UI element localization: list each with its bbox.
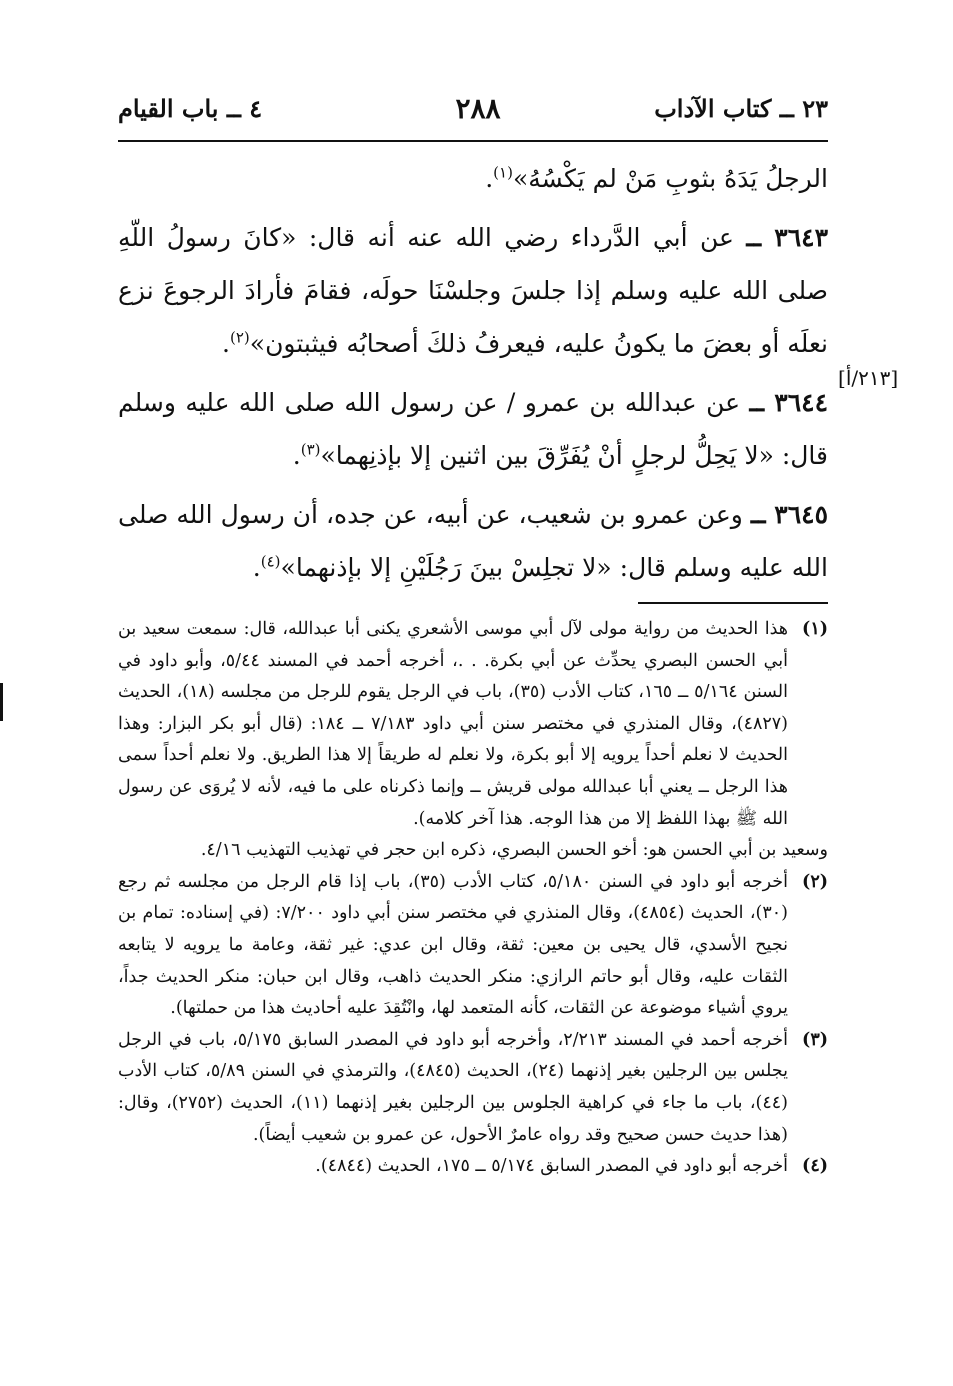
hadith-number: ٣٦٤٥ ــ — [750, 500, 828, 529]
continuation-text: الرجلُ يَدَهُ بثوبِ مَنْ لم يَكْسُهُ» — [512, 164, 828, 193]
footnote-3 — [118, 1025, 828, 1151]
hadith-3645: ٣٦٤٥ ــ وعن عمرو بن شعيب، عن أبيه، عن جده، أن رسول الله صلى الله عليه وسلم قال: «لا تجلِسْ بينَ رَجُلَيْنِ إلا بإذنهما»$^{(٤)}$. — [118, 500, 828, 582]
page-number: ٢٨٨ — [455, 92, 501, 125]
footnote-1 — [118, 614, 828, 835]
main-text — [118, 152, 828, 600]
footnote-ref: (١) — [493, 163, 513, 182]
header-divider — [118, 140, 828, 142]
footnote-number: (٢) — [802, 871, 828, 892]
footnote-2 — [118, 867, 828, 1025]
footnotes — [118, 614, 828, 1183]
footnote-number: (١) — [802, 619, 828, 639]
hadith-text: عن عبدالله بن عمرو / عن رسول الله صلى الله عليه وسلم قال: «لا يَحِلُّ لرجلٍ أنْ يُفَرِّقَ بين اثنين إلا بإذنِهما» — [118, 388, 828, 470]
footnote-4 — [118, 1151, 828, 1183]
footnote-number: (٤) — [802, 1156, 828, 1177]
page-header — [118, 92, 828, 132]
manuscript-folio-note: [٢١٣/أ] — [838, 366, 899, 390]
continuation-paragraph: الرجلُ يَدَهُ بثوبِ مَنْ لم يَكْسُهُ»$^{(١)}$. — [485, 163, 828, 193]
chapter-title: ٢٣ ــ كتاب الآداب — [654, 94, 828, 123]
hadith-text: عن أبي الدَّرداء رضي الله عنه أنه قال: «كانَ رسولُ اللّهِ صلى الله عليه وسلم إذا جلسَ وجلسْنَا حولَه، فقامَ فأرادَ الرجوعَ نزع نعلَه أو بعضَ ما يكونُ عليه، فيعرفُ ذلكَ أصحابُه فيثبتون» — [118, 223, 828, 358]
footnote-ref: (٢) — [230, 328, 250, 347]
hadith-3644: ٣٦٤٤ ــ عن عبدالله بن عمرو / عن رسول الله صلى الله عليه وسلم قال: «لا يَحِلُّ لرجلٍ أنْ يُفَرِّقَ بين اثنين إلا بإذنِهما»$^{(٣)}$. — [118, 388, 828, 470]
footnote-text: هذا الحديث من رواية مولى لآل أبي موسى الأشعري يكنى أبا عبدالله، قال: سمعت سعيد بن أبي الحسن البصري يحدِّث عن أبي بكرة. . .، أخرجه أحمد في المسند ٥/٤٤، وأبو داود في السنن ٥/١٦٤ ــ ١٦٥، كتاب الأدب (٣٥)، باب في الرجل يقوم للرجل من مجلسه (١٨)، الحديث (٤٨٢٧)، وقال المنذري في مختصر سنن أبي داود ٧/١٨٣ ــ ١٨٤: (قال أبو بكر البزار: وهذا الحديث لا نعلم أحداً يرويه إلا أبو بكرة، ولا نعلم له طريقاً إلا هذا الطريق. ولا نعلم أحداً سمى هذا الرجل ــ يعني أبا عبدالله مولى قريش ــ وإنما ذكرناه على ما فيه، لأنه لا يُروَى عن رسول الله ﷺ بهذا اللفظ إلا من هذا الوجه. هذا آخر كلامه). — [118, 619, 788, 829]
hadith-3643: ٣٦٤٣ ــ عن أبي الدَّرداء رضي الله عنه أنه قال: «كانَ رسولُ اللّهِ صلى الله عليه وسلم إذا جلسَ وجلسْنَا حولَه، فقامَ فأرادَ الرجوعَ نزع نعلَه أو بعضَ ما يكونُ عليه، فيعرفُ ذلكَ أصحابُه فيثبتون»$^{(٢)}$. — [118, 223, 828, 358]
scan-edge-mark — [0, 683, 3, 721]
footnote-ref: (٤) — [260, 552, 281, 571]
hadith-number: ٣٦٤٣ ــ — [746, 223, 828, 252]
footnote-1-continuation: وسعيد بن أبي الحسن هو: أخو الحسن البصري، ذكره ابن حجر في تهذيب التهذيب ٤/١٦. — [200, 840, 828, 861]
footnote-number: (٣) — [802, 1029, 828, 1050]
footnote-text: أخرجه أحمد في المسند ٢/٢١٣، وأخرجه أبو داود في المصدر السابق ٥/١٧٥، باب في الرجل يجلس بين الرجلين بغير إذنهما (٢٤)، الحديث (٤٨٤٥)، والترمذي في السنن ٥/٨٩، كتاب الأدب (٤٤)، باب ما جاء في كراهية الجلوس بين الرجلين بغير إذنهما (١١)، الحديث (٢٧٥٢)، وقال: (هذا حديث حسن صحيح وقد رواه عامرٌ الأحول، عن عمرو بن شعيب أيضاً). — [118, 1029, 788, 1145]
footnote-text: أخرجه أبو داود في السنن ٥/١٨٠، كتاب الأدب (٣٥)، باب إذا قام الرجل من مجلسه ثم رجع (٣٠)، الحديث (٤٨٥٤)، وقال المنذري في مختصر سنن أبي داود ٧/٢٠٠: (في إسناده: تمام بن نجيح الأسدي، قال يحيى بن معين: ثقة، وقال ابن عدي: غير ثقة، وعامة ما يرويه لا يتابعه الثقات عليه، وقال أبو حاتم الرازي: منكر الحديث ذاهب، وقال ابن حبان: منكر الحديث جداً، يروي أشياء موضوعة عن الثقات، كأنه المتعمد لها، وانْتُقِدَ عليه أحاديث هذا من حملتها). — [118, 871, 788, 1019]
hadith-text: وعن عمرو بن شعيب، عن أبيه، عن جده، أن رسول الله صلى الله عليه وسلم قال: «لا تجلِسْ بينَ رَجُلَيْنِ إلا بإذنهما» — [118, 500, 828, 582]
hadith-number: ٣٦٤٤ ــ — [749, 388, 828, 417]
footnote-divider — [638, 602, 828, 604]
footnote-ref: (٣) — [300, 440, 321, 459]
footnote-text: أخرجه أبو داود في المصدر السابق ٥/١٧٤ ــ ١٧٥، الحديث (٤٨٤٤). — [315, 1156, 788, 1177]
section-title: ٤ ــ باب القيام — [118, 94, 263, 123]
